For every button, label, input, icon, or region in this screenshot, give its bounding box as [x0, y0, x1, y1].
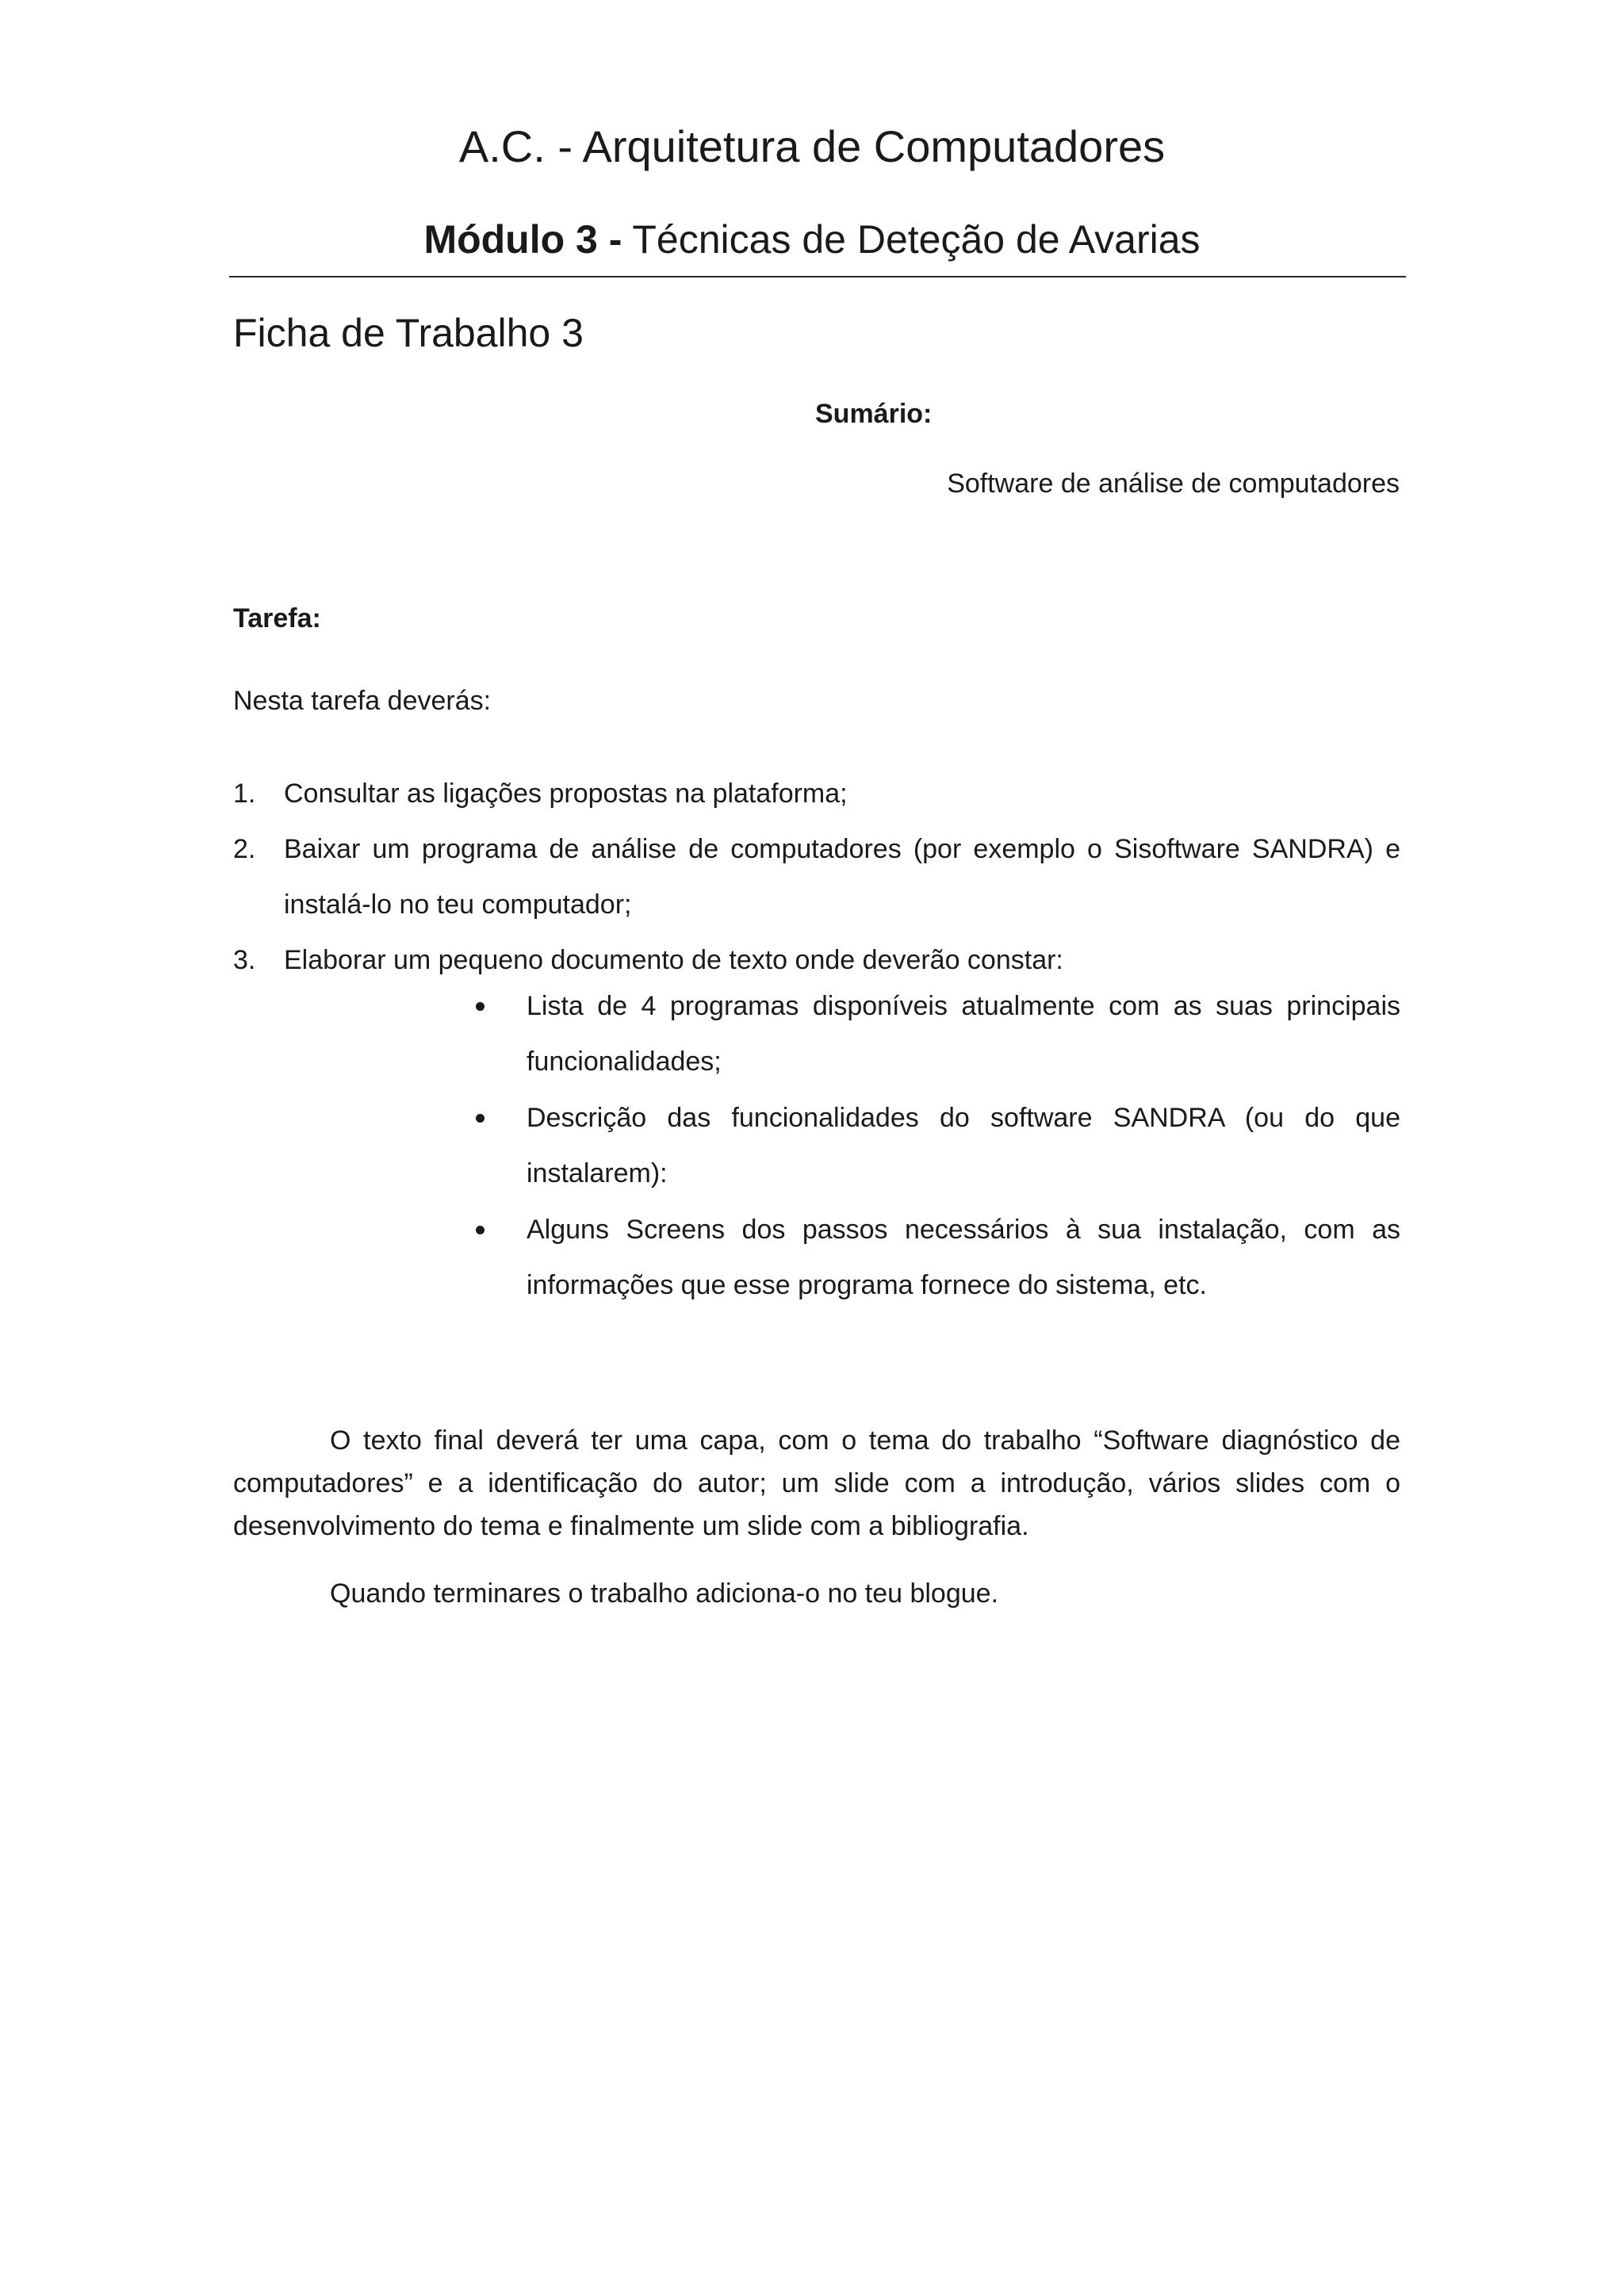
requirement-text: Descrição das funcionalidades do software SANDRA (ou do que instalarem):: [527, 1103, 1400, 1188]
requirements-list: [471, 978, 1400, 1314]
requirement-item: [471, 1090, 1400, 1201]
final-paragraph: O texto final deverá ter uma capa, com o tema do trabalho “Software diagnóstico de computadores” e a identificação do autor; um slide com a introdução, vários slides com o desenvolvimento do tema e finalmente um slide com a bibliografia.: [233, 1425, 1400, 1541]
task-intro: Nesta tarefa deverás:: [233, 686, 492, 716]
requirement-item: [471, 978, 1400, 1089]
bullet-icon: [476, 1002, 485, 1011]
step-text: Consultar as ligações propostas na plataforma;: [284, 779, 848, 809]
requirement-text: Lista de 4 programas disponíveis atualmente com as suas principais funcionalidades;: [527, 991, 1400, 1077]
module-name: Técnicas de Deteção de Avarias: [622, 217, 1201, 262]
module-title: [0, 214, 1624, 265]
task-step: [233, 766, 1400, 821]
summary-label: Sumário:: [815, 399, 933, 429]
step-number: 3.: [233, 945, 256, 975]
task-steps-list: [233, 766, 1400, 988]
closing-paragraph: Quando terminares o trabalho adiciona-o no teu blogue.: [330, 1578, 999, 1609]
step-number: 2.: [233, 834, 256, 864]
summary-text: Software de análise de computadores: [947, 469, 1400, 499]
document-title: A.C. - Arquitetura de Computadores: [458, 121, 1166, 171]
bullet-icon: [476, 1114, 485, 1123]
module-number: Módulo 3 -: [423, 217, 622, 262]
step-number: 1.: [233, 779, 256, 809]
worksheet-title: Ficha de Trabalho 3: [233, 311, 584, 355]
requirement-item: [471, 1202, 1400, 1313]
task-label: Tarefa:: [233, 603, 321, 633]
bullet-icon: [476, 1226, 485, 1234]
step-text: Elaborar um pequeno documento de texto onde deverão constar:: [284, 945, 1063, 975]
header-divider: [229, 276, 1406, 277]
task-step: [233, 821, 1400, 932]
step-text: Baixar um programa de análise de computadores (por exemplo o Sisoftware SANDRA) e instalá-lo no teu computador;: [284, 834, 1400, 920]
requirement-text: Alguns Screens dos passos necessários à sua instalação, com as informações que esse programa fornece do sistema, etc.: [527, 1215, 1400, 1300]
